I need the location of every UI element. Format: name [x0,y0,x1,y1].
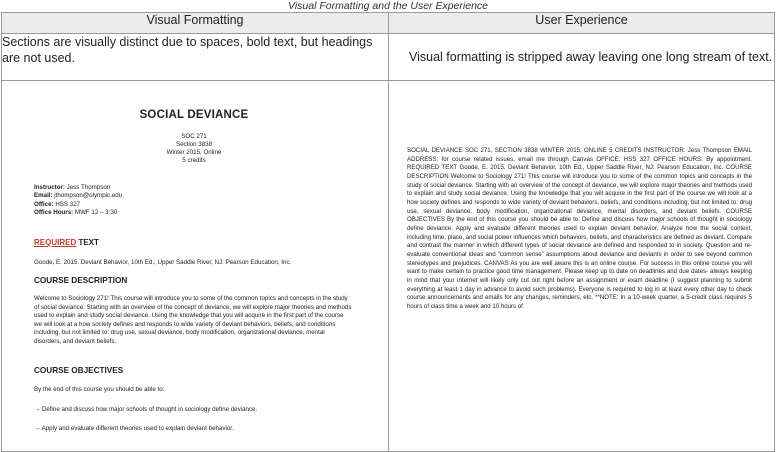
objective-item: → Apply and evaluate different theories used to explain deviant behavior. [34,425,234,432]
course-term: Winter 2015, Online [166,149,222,156]
required-text-heading [34,239,99,248]
email-label: Email: [34,192,53,200]
email-value: jthompson@olympic.edu [52,192,123,200]
text-word: TEXT [76,238,99,247]
course-description-text: Welcome to Sociology 271! This course will introduce you to some of the common topics and concepts in the study of social deviance. Starting with an overview of the concept of deviance, we will explore major theories and methods used to explain and study social deviance. Using the knowledge that you will acquire in the first part of the course we will look at a how society defines and responds to wide variety of deviant behaviors, beliefs, and conditions including, but not limited to: drug use, sexual deviance, body modification, organizational deviance, mental disorders, and deviant beliefs. [34,295,352,345]
document-title: SOCIAL DEVIANCE [139,109,249,121]
office-hours-label: Office Hours: [34,209,74,217]
plain-text-pane [389,81,775,452]
formatted-document-pane [2,81,389,452]
comparison-table [1,12,775,452]
instructor-label: Instructor: [34,184,65,191]
office-value: HSS 327 [53,200,81,208]
course-credits: 5 credits [182,157,206,164]
course-info-block [34,133,354,165]
course-objectives-heading: COURSE OBJECTIVES [34,366,124,375]
office-hours-line [34,209,354,217]
instructor-block [34,184,354,218]
course-description-heading: COURSE DESCRIPTION [34,276,128,285]
user-experience-description: Visual formatting is stripped away leaving one long stream of text. [389,34,775,81]
plain-text-stream: SOCIAL DEVIANCE SOC 271, SECTION 3838 WINTER 2015, ONLINE 5 CREDITS INSTRUCTOR: Jess Thompson EMAIL ADDRESS: for course related issues, email me through Canvas OFFICE: HSS 327 OFFICE HOURS: By appointment. REQUIRED TEXT Goode, E. 2015. Deviant Behavior, 10th Ed., Upper Saddle River, NJ: Pearson Education, Inc. COURSE DESCRIPTION Welcome to Sociology 271! This course will introduce you to some of the common topics and concepts in the study of social deviance. Starting with an overview of the concept of deviance, we will explore major theories and methods used to explain and study social deviance. Using the knowledge that you will acquire in the first part of the course we will look at a how society defines and responds to wide variety of deviant behaviors, beliefs, and conditions including, but not limited to: drug use, sexual deviance, body modification, organizational deviance, mental disorders, and deviant beliefs. COURSE OBJECTIVES By the end of this course you should be able to: Define and discuss how major schools of thought in sociology define deviance. Apply and evaluate different theories used to explain deviant behavior. Analyze how the social context, including time, place, and social power influences which behaviors, beliefs, and characteristics are defined as deviant. Compare and contrast the manner in which different types of social deviance are defined and responded to in society. Question and re-evaluate conventional ideas and “common sense” assumptions about deviance and deviants in order to see beyond common stereotypes and prejudices. CANVAS As you are well aware this is an online course. For success in this online course you will want to make certain to practice good time management. Please keep up to date on deadlines and due dates- always keeping in mind that your internet will likely only cut out right before an assignment or exam deadline (I suggest planning to submit everything at least 1 day in advance to avoid such problems). Everyone is required to log in at least every other day to check course announcements and emails for any changes, reminders, etc. **NOTE: In a 10-week quarter, a 5-credit class requires 5 hours of class time a week and 10 hours of [407,147,752,310]
required-word: REQUIRED [34,238,77,247]
figure-caption: Visual Formatting and the User Experience [288,0,488,12]
objectives-intro: By the end of this course you should be able to: [34,386,165,393]
office-hours-value: MWF 12 – 3:30 [73,209,118,217]
office-label: Office: [34,200,54,208]
instructor-name: Jess Thompson [64,184,111,191]
user-experience-header: User Experience [389,13,775,34]
course-section: Section 3838 [175,141,213,148]
instructor-line [34,184,354,192]
visual-formatting-header: Visual Formatting [2,13,389,34]
objective-item: → Define and discuss how major schools of thought in sociology define deviance. [34,406,258,413]
email-line [34,192,354,200]
course-code: SOC 271 [181,133,207,140]
required-text-citation: Goode, E. 2015. Deviant Behavior, 10th Ed., Upper Saddle River, NJ: Pearson Education, Inc. [34,259,292,266]
office-line [34,201,354,209]
visual-formatting-description: Sections are visually distinct due to spaces, bold text, but headings are not used. [2,34,389,81]
